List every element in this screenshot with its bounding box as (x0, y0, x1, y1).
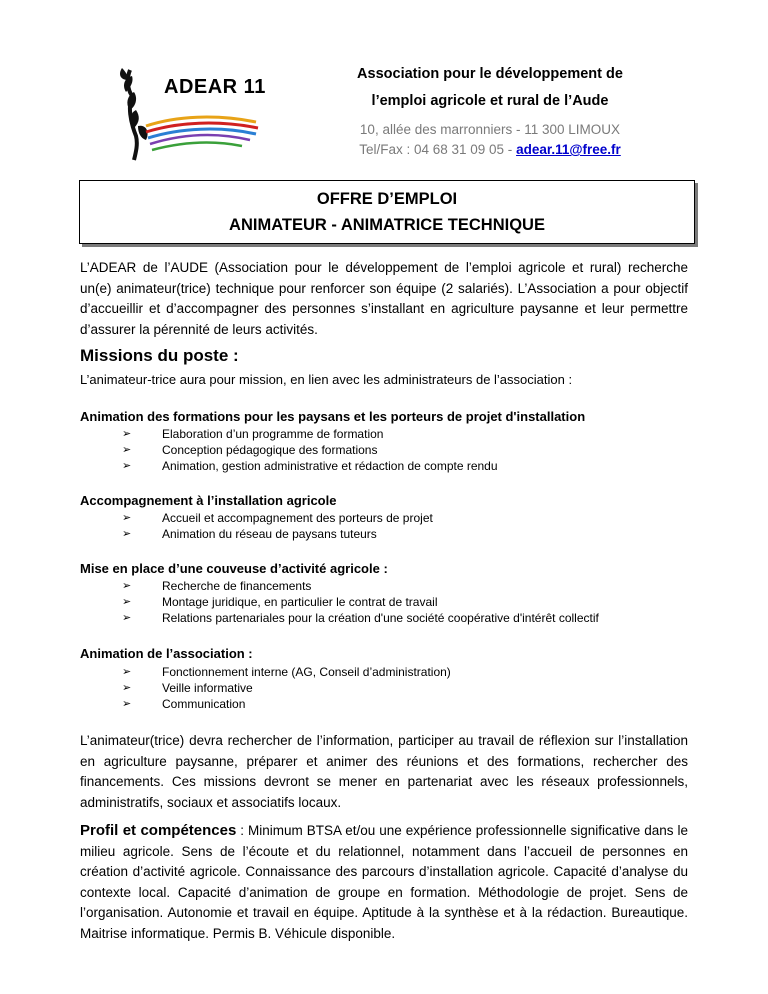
arrow-bullet-icon: ➢ (122, 444, 132, 456)
adear-logo (116, 66, 276, 166)
profile-heading: Profil et compétences (80, 822, 237, 839)
profile-paragraph (80, 821, 688, 944)
logo-text: ADEAR 11 (164, 76, 266, 98)
arrow-bullet-icon: ➢ (122, 528, 132, 540)
missions-heading: Missions du poste : (80, 346, 239, 365)
org-name-line1: Association pour le développement de (357, 66, 623, 82)
mission-list (122, 426, 498, 474)
intro-paragraph: L’ADEAR de l’AUDE (Association pour le développement de l’emploi agricole et rural) recherche un(e) animateur(trice) technique pour renforcer son équipe (2 salariés). L’Association a pour objectif d’accueillir et d’accompagner des personnes s’installant en agriculture paysanne et leur permettre d’assurer la pérennité de leurs activités. (80, 260, 688, 337)
mission-list (122, 578, 599, 626)
arrow-bullet-icon: ➢ (122, 596, 132, 608)
list-item: ➢ Relations partenariales pour la création d'une société coopérative d'intérêt collectif (122, 611, 599, 625)
tasks-paragraph: L’animateur(trice) devra rechercher de l’information, participer au travail de réflexion sur l’installation en agriculture paysanne, préparer et animer des réunions et des formations, rechercher des financements. Ces missions devront se mener en partenariat avec les réseaux professionnels, administratifs, sociaux et associatifs locaux. (80, 733, 688, 810)
job-position-title: ANIMATEUR - ANIMATRICE TECHNIQUE (229, 216, 545, 234)
list-item: ➢ Accueil et accompagnement des porteurs de projet (122, 511, 433, 525)
arrow-bullet-icon: ➢ (122, 612, 132, 624)
arrow-bullet-icon: ➢ (122, 698, 132, 710)
mission-section-title: Animation de l’association : (80, 646, 253, 661)
job-offer-title: OFFRE D’EMPLOI (316, 190, 458, 208)
arrow-bullet-icon: ➢ (122, 460, 132, 472)
org-name-line2: l’emploi agricole et rural de l’Aude (371, 93, 609, 109)
mission-list (122, 664, 451, 712)
arrow-bullet-icon: ➢ (122, 682, 132, 694)
list-item: ➢ Animation du réseau de paysans tuteurs (122, 527, 377, 541)
email-link[interactable]: adear.11@free.fr (516, 142, 621, 157)
org-address: 10, allée des marronniers - 11 300 LIMOUX (359, 122, 621, 137)
list-item: ➢ Elaboration d’un programme de formation (122, 427, 384, 441)
arrow-bullet-icon: ➢ (122, 666, 132, 678)
contact-phone: Tel/Fax : 04 68 31 09 05 - (359, 142, 517, 157)
org-contact (315, 142, 665, 157)
list-item: ➢ Conception pédagogique des formations (122, 443, 378, 457)
missions-intro: L’animateur-trice aura pour mission, en lien avec les administrateurs de l’association : (80, 372, 573, 387)
list-item: ➢ Montage juridique, en particulier le contrat de travail (122, 595, 438, 609)
list-item: ➢ Animation, gestion administrative et rédaction de compte rendu (122, 459, 498, 473)
list-item: ➢ Fonctionnement interne (AG, Conseil d’administration) (122, 665, 451, 679)
arrow-bullet-icon: ➢ (122, 428, 132, 440)
mission-section-title: Accompagnement à l’installation agricole (80, 493, 337, 508)
list-item: ➢ Recherche de financements (122, 579, 312, 593)
profile-text: : Minimum BTSA et/ou une expérience professionnelle significative dans le milieu agricole. Sens de l’écoute et du relationnel, notamment dans l’accueil de personnes en création d’activité agricole. Connaissance des parcours d’installation agricole. Capacité d’analyse du contexte local. Capacité d’animation de groupe en formation. Méthodologie de projet. Sens de l’organisation. Autonomie et travail en équipe. Aptitude à la synthèse et à la rédaction. Bureautique. Maitrise informatique. Permis B. Véhicule disponible. (80, 823, 688, 941)
mission-section-title: Animation des formations pour les paysans et les porteurs de projet d'installation (80, 409, 586, 424)
list-item: ➢ Veille informative (122, 681, 253, 695)
list-item: ➢ Communication (122, 697, 246, 711)
mission-list (122, 510, 433, 542)
mission-section-title: Mise en place d’une couveuse d’activité agricole : (80, 561, 388, 576)
job-title-box (79, 180, 695, 244)
arrow-bullet-icon: ➢ (122, 580, 132, 592)
arrow-bullet-icon: ➢ (122, 512, 132, 524)
